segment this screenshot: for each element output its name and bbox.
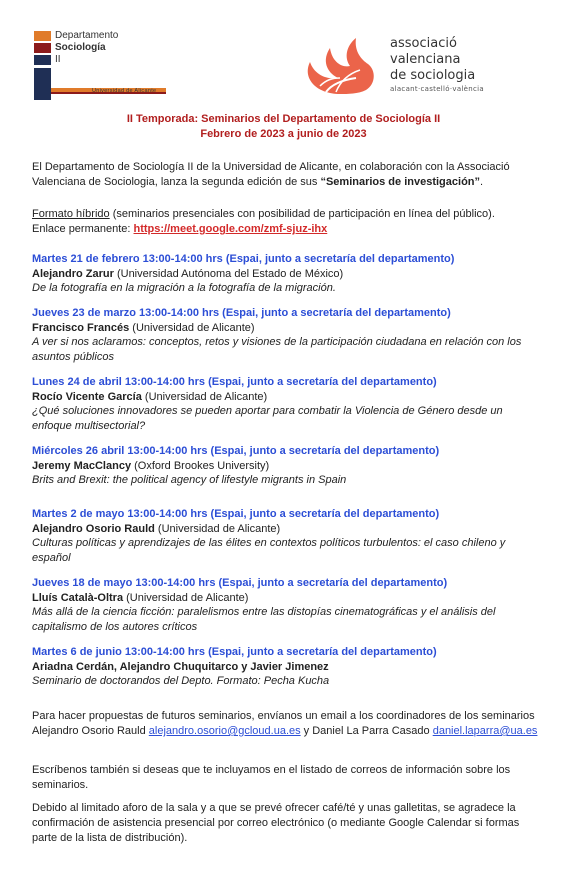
seminar-entry (32, 444, 542, 488)
seminar-speaker: Alejandro Zarur (32, 267, 114, 280)
seminar-speaker: Lluís Català-Oltra (32, 591, 124, 604)
intro-paragraph (32, 160, 542, 190)
dept-line-3: II (55, 54, 61, 65)
logo-bars (34, 68, 166, 100)
seminar-topic: Más allá de la ciencia ficción: paralelismos entre las distopías cinematográficas y el análisis del capitalismo de los autores críticos (32, 606, 496, 633)
seminar-speaker: Alejandro Osorio Rauld (32, 522, 155, 535)
seminar-entry (32, 306, 542, 364)
seminar-topic: ¿Qué soluciones innovadores se pueden aportar para combatir la Violencia de Género desde un enfoque multisectorial? (32, 405, 503, 432)
seminar-topic: Culturas políticas y aprendizajes de las élites en contextos políticos turbulentos: el caso chileno y español (32, 537, 506, 564)
title-line-1: II Temporada: Seminarios del Departamento de Sociología II (126, 113, 441, 125)
seminar-affiliation: (Universidad de Alicante) (129, 321, 255, 334)
seminar-date: Martes 21 de febrero 13:00-14:00 hrs (Espai, junto a secretaría del departamento) (32, 253, 455, 265)
link-label: Enlace permanente: (32, 223, 134, 235)
format-text: (seminarios presenciales con posibilidad de participación en línea del público). (109, 208, 495, 220)
seminar-entry (32, 375, 542, 433)
seminar-topic: A ver si nos aclaramos: conceptos, retos y visiones de la participación ciudadana en relación con los asuntos públicos (32, 336, 522, 363)
seminar-entry (32, 507, 542, 565)
seminar-speaker-line (32, 390, 542, 405)
seminar-affiliation: (Universidad Autónoma del Estado de México) (113, 267, 344, 280)
seminar-entry (32, 252, 542, 296)
seminar-speaker-line (32, 459, 542, 474)
email-link-osorio[interactable]: alejandro.osorio@gcloud.ua.es (148, 725, 301, 737)
department-logo (34, 30, 174, 100)
darkred-swatch (34, 43, 51, 53)
seminar-speaker-line (32, 522, 542, 537)
seminar-speaker: Ariadna Cerdán, Alejandro Chuquitarco y Javier Jimenez (32, 660, 329, 673)
footer-proposals (32, 709, 542, 739)
assoc-line-2: valenciana (390, 52, 461, 67)
seminar-date: Martes 2 de mayo 13:00-14:00 hrs (Espai, junto a secretaría del departamento) (32, 508, 440, 520)
seminar-entry (32, 645, 542, 689)
footer-attendance (32, 801, 542, 846)
seminar-speaker-line (32, 660, 542, 675)
meet-link[interactable]: https://meet.google.com/zmf-sjuz-ihx (133, 223, 328, 235)
seminar-speaker-line (32, 321, 542, 336)
assoc-line-3: de sociologia (390, 68, 476, 83)
seminar-speaker-line (32, 591, 542, 606)
format-paragraph (32, 207, 542, 237)
assoc-line-1: associació (390, 36, 457, 51)
seminar-affiliation: (Universidad de Alicante) (123, 591, 249, 604)
seminar-date: Martes 6 de junio 13:00-14:00 hrs (Espai, junto a secretaría del departamento) (32, 646, 437, 658)
email-link-laparra[interactable]: daniel.laparra@ua.es (432, 725, 538, 737)
seminar-affiliation: (Oxford Brookes University) (131, 459, 270, 472)
seminar-speaker: Francisco Francés (32, 321, 130, 334)
university-name: Universidad de Alicante (92, 88, 157, 94)
footer-p1-text: Para hacer propuestas de futuros seminarios, envíanos un email a los coordinadores de los seminarios Alejandro Osorio Rauld (32, 710, 535, 737)
footer-mailing-list (32, 763, 542, 793)
seminar-speaker: Rocío Vicente García (32, 390, 142, 403)
seminar-topic: Brits and Brexit: the political agency of lifestyle migrants in Spain (32, 474, 347, 486)
footer-p1-mid: y Daniel La Parra Casado (300, 725, 433, 737)
dept-line-1: Departamento (55, 30, 119, 41)
association-logo (296, 28, 536, 100)
seminar-speaker: Jeremy MacClancy (32, 459, 132, 472)
dept-line-2: Sociología (55, 42, 106, 53)
seminar-date: Lunes 24 de abril 13:00-14:00 hrs (Espai, junto a secretaría del departamento) (32, 376, 437, 388)
orange-swatch (34, 31, 51, 41)
navy-swatch (34, 55, 51, 65)
format-label: Formato híbrido (32, 208, 110, 220)
intro-end: . (480, 176, 484, 188)
seminar-date: Jueves 23 de marzo 13:00-14:00 hrs (Espai, junto a secretaría del departamento) (32, 307, 451, 319)
seminar-speaker-line (32, 267, 542, 282)
seminar-topic: Seminario de doctorandos del Depto. Formato: Pecha Kucha (32, 675, 330, 687)
intro-highlight: “Seminarios de investigación” (320, 176, 481, 188)
seminar-topic: De la fotografía en la migración a la fotografía de la migración. (32, 282, 336, 294)
flame-leaf-icon (296, 34, 384, 98)
assoc-subtitle: alacant·castelló·valència (390, 85, 485, 93)
seminar-date: Jueves 18 de mayo 13:00-14:00 hrs (Espai, junto a secretaría del departamento) (32, 577, 448, 589)
seminar-date: Miércoles 26 abril 13:00-14:00 hrs (Espai, junto a secretaría del departamento) (32, 445, 440, 457)
intro-text: El Departamento de Sociología II de la Universidad de Alicante, en colaboración con la Associació Valenciana de Sociologia, lanza la segunda edición de sus (32, 161, 510, 188)
footer-p3: Debido al limitado aforo de la sala y a que se prevé ofrecer café/té y unas galletitas, se agradece la confirmación de asistencia presencial por correo electrónico (o mediante Google Calendar si formas parte de la lista de distribución). (32, 802, 520, 844)
footer-p2: Escríbenos también si deseas que te incluyamos en el listado de correos de información sobre los seminarios. (32, 764, 511, 791)
title-line-2: Febrero de 2023 a junio de 2023 (200, 128, 367, 140)
seminar-entry (32, 576, 542, 634)
seminar-affiliation: (Universidad de Alicante) (154, 522, 281, 535)
seminar-affiliation: (Universidad de Alicante) (141, 390, 268, 403)
